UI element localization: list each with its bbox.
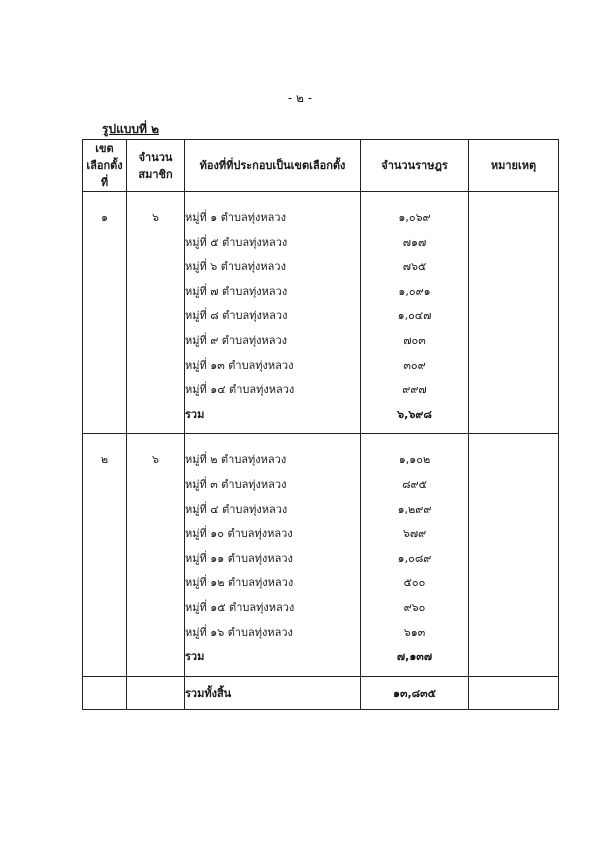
area-item: หมู่ที่ ๑๕ ตำบลทุ่งหลวง	[185, 600, 295, 614]
district-2-members-cell	[127, 434, 185, 676]
population-value: ๗๐๓	[403, 333, 426, 347]
population-value: ๙๙๗	[402, 383, 427, 397]
area-item: หมู่ที่ ๑๐ ตำบลทุ่งหลวง	[185, 527, 293, 541]
area-item: หมู่ที่ ๓ ตำบลทุ่งหลวง	[185, 477, 287, 491]
area-item: หมู่ที่ ๑๑ ตำบลทุ่งหลวง	[185, 551, 293, 565]
grand-total-value: ๑๓,๘๓๕	[361, 676, 469, 709]
subtotal-value: ๗,๑๓๗	[396, 650, 433, 664]
grand-total-empty-cell	[469, 676, 559, 709]
subtotal-label: รวม	[185, 650, 205, 664]
grand-total-empty-cell	[127, 676, 185, 709]
population-value: ๗๖๕	[402, 260, 427, 274]
district-1-block	[83, 192, 559, 434]
district-2-area-cell	[185, 434, 361, 676]
population-value: ๖๗๙	[402, 527, 427, 541]
area-item: หมู่ที่ ๑ ตำบลทุ่งหลวง	[185, 211, 286, 224]
area-item: หมู่ที่ ๙ ตำบลทุ่งหลวง	[185, 333, 288, 347]
grand-total-label: รวมทั้งสิ้น	[185, 676, 361, 709]
area-item: หมู่ที่ ๕ ตำบลทุ่งหลวง	[185, 235, 288, 249]
population-value: ๘๙๕	[402, 477, 427, 491]
population-value: ๑,๐๙๑	[398, 284, 431, 298]
population-value: ๓๐๙	[403, 358, 426, 372]
population-value: ๑,๐๔๗	[397, 309, 432, 323]
member-count: ๖	[152, 211, 159, 224]
district-2-number-cell	[83, 434, 127, 676]
population-value: ๑,๑๐๒	[398, 453, 431, 467]
district-1-area-cell	[185, 192, 361, 434]
header-district-line1: เขต	[95, 142, 114, 155]
electoral-district-table	[82, 139, 559, 710]
population-value: ๕๐๐	[403, 576, 426, 590]
subtotal-label: รวม	[185, 407, 205, 421]
header-members-line1: จำนวน	[138, 150, 173, 164]
table-header-row	[83, 140, 559, 192]
form-label: รูปแบบที่ ๒	[102, 122, 160, 136]
subtotal-value: ๖,๖๙๘	[397, 407, 432, 421]
header-members-line2: สมาชิก	[138, 167, 173, 181]
district-1-remark-cell	[469, 192, 559, 434]
header-area: ท้องที่ที่ประกอบเป็นเขตเลือกตั้ง	[185, 140, 361, 192]
district-1-population-cell	[361, 192, 469, 434]
district-2-remark-cell	[469, 434, 559, 676]
area-item: หมู่ที่ ๖ ตำบลทุ่งหลวง	[185, 260, 286, 274]
population-value: ๑,๐๖๙	[398, 211, 431, 224]
district-2-population-cell	[361, 434, 469, 676]
header-district-line2: เลือกตั้งที่	[86, 159, 123, 189]
district-1-number-cell	[83, 192, 127, 434]
district-number: ๑	[101, 211, 108, 224]
population-value: ๙๖๐	[403, 600, 426, 614]
district-2-block	[83, 434, 559, 676]
member-count: ๖	[152, 453, 159, 467]
header-members	[127, 140, 185, 192]
page-number: - ๒ -	[287, 91, 313, 105]
area-item: หมู่ที่ ๗ ตำบลทุ่งหลวง	[185, 284, 288, 298]
area-item: หมู่ที่ ๑๔ ตำบลทุ่งหลวง	[185, 383, 295, 397]
header-district	[83, 140, 127, 192]
population-value: ๑,๒๙๙	[397, 502, 432, 516]
area-item: หมู่ที่ ๑๒ ตำบลทุ่งหลวง	[185, 576, 294, 590]
area-item: หมู่ที่ ๑๖ ตำบลทุ่งหลวง	[185, 625, 293, 639]
header-remark: หมายเหตุ	[469, 140, 559, 192]
area-item: หมู่ที่ ๒ ตำบลทุ่งหลวง	[185, 453, 287, 467]
grand-total-row	[83, 676, 559, 709]
district-number: ๒	[100, 453, 109, 467]
population-value: ๖๑๓	[403, 625, 426, 639]
population-value: ๑,๐๘๙	[397, 551, 432, 565]
header-population: จำนวนราษฎร	[361, 140, 469, 192]
area-item: หมู่ที่ ๘ ตำบลทุ่งหลวง	[185, 309, 288, 323]
grand-total-empty-cell	[83, 676, 127, 709]
area-item: หมู่ที่ ๔ ตำบลทุ่งหลวง	[185, 502, 288, 516]
area-item: หมู่ที่ ๑๓ ตำบลทุ่งหลวง	[185, 358, 294, 372]
district-1-members-cell	[127, 192, 185, 434]
population-value: ๗๑๗	[402, 235, 427, 249]
